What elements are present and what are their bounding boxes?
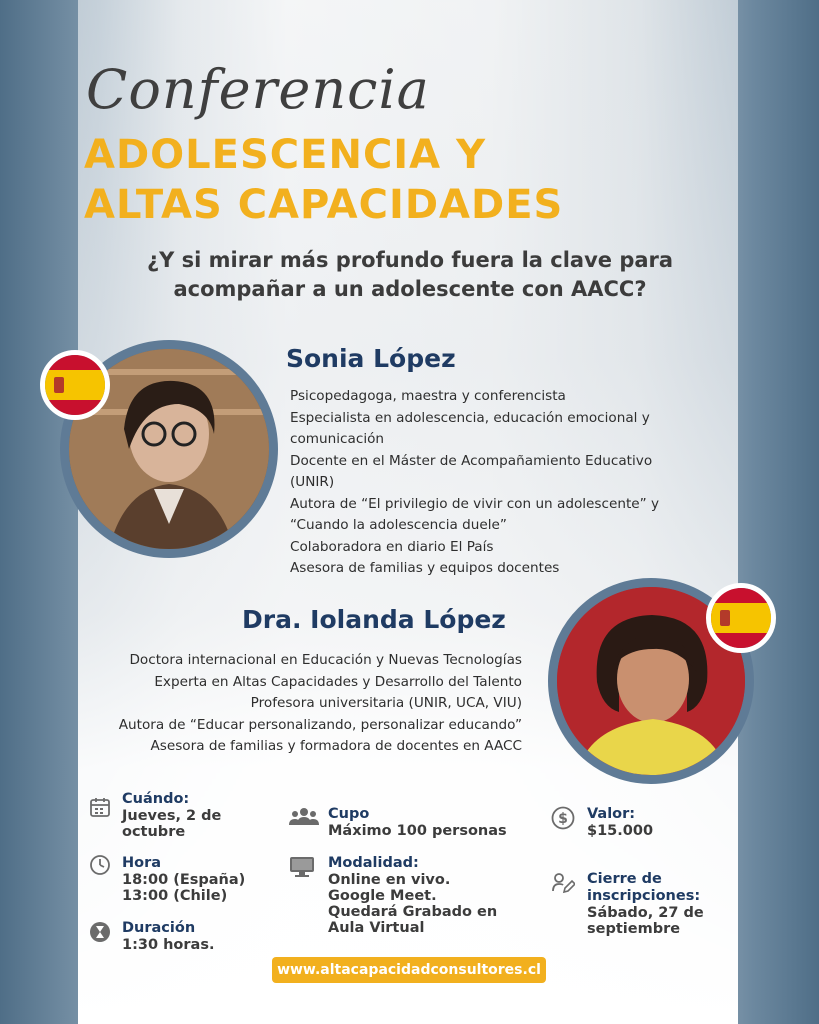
hora-value-2: 13:00 (Chile) (122, 888, 228, 904)
bio-line: Especialista en adolescencia, educación emocional y (290, 409, 650, 426)
edit-user-icon (551, 871, 575, 895)
hora-value-1: 18:00 (España) (122, 872, 246, 888)
script-title: Conferencia (86, 58, 430, 121)
cuando-value-2: octubre (122, 824, 186, 840)
question (80, 246, 740, 304)
monitor-icon (289, 856, 315, 878)
cierre-label: Cierre de (587, 871, 662, 887)
bio-line: Asesora de familias y formadora de docentes en AACC (150, 738, 522, 754)
speaker-2-bio (70, 650, 522, 758)
spain-flag-icon (40, 350, 110, 420)
bio-line: Colaboradora en diario El País (290, 538, 494, 555)
bio-line: Autora de “El privilegio de vivir con un adolescente” y (290, 495, 660, 512)
duracion-value: 1:30 horas. (122, 937, 215, 953)
question-line-1: ¿Y si mirar más profundo fuera la clave para (146, 248, 674, 272)
bio-line: Doctora internacional en Educación y Nuevas Tecnologías (129, 652, 522, 668)
duracion-label: Duración (122, 920, 196, 936)
modalidad-value-1: Online en vivo. (328, 872, 451, 888)
modalidad-value-3: Quedará Grabado en (328, 904, 498, 920)
bio-line: Profesora universitaria (UNIR, UCA, VIU) (250, 695, 522, 711)
bio-line: Psicopedagoga, maestra y conferencista (290, 388, 566, 404)
clock-icon (89, 854, 111, 876)
cuando-value-1: Jueves, 2 de (122, 808, 222, 824)
cupo-label: Cupo (328, 806, 370, 822)
bio-line: “Cuando la adolescencia duele” (290, 517, 507, 533)
bio-line: Autora de “Educar personalizando, personalizar educando” (118, 716, 522, 733)
cuando-label: Cuándo: (122, 791, 190, 807)
speaker-2-name: Dra. Iolanda López (242, 605, 506, 634)
dollar-icon (551, 806, 575, 830)
speaker-1-bio (290, 386, 659, 580)
bio-line: Asesora de familias y equipos docentes (290, 560, 560, 576)
calendar-icon (89, 796, 111, 818)
spain-flag-icon (706, 583, 776, 653)
website-link[interactable]: www.altacapacidadconsultores.cl (272, 957, 546, 983)
valor-label: Valor: (587, 806, 636, 822)
cierre-value-2: septiembre (587, 921, 681, 937)
valor-value: $15.000 (587, 823, 654, 839)
cierre-value-1: Sábado, 27 de (587, 905, 704, 921)
speaker-1-name: Sonia López (286, 344, 456, 373)
hourglass-icon (89, 921, 111, 943)
bio-line: (UNIR) (290, 474, 335, 490)
title-line-1: ADOLESCENCIA Y (84, 132, 487, 178)
question-line-2: acompañar a un adolescente con AACC? (173, 277, 647, 301)
people-icon (289, 805, 319, 827)
modalidad-value-4: Aula Virtual (328, 920, 425, 936)
bio-line: comunicación (290, 431, 385, 447)
modalidad-label: Modalidad: (328, 855, 419, 871)
svg-text:$: $ (558, 811, 568, 827)
cupo-value: Máximo 100 personas (328, 823, 507, 839)
cierre-label-2: inscripciones: (587, 888, 701, 904)
modalidad-value-2: Google Meet. (328, 888, 437, 904)
title-line-2: ALTAS CAPACIDADES (84, 182, 564, 228)
bio-line: Docente en el Máster de Acompañamiento Educativo (290, 452, 653, 469)
hora-label: Hora (122, 855, 162, 871)
bio-line: Experta en Altas Capacidades y Desarrollo del Talento (154, 673, 522, 690)
